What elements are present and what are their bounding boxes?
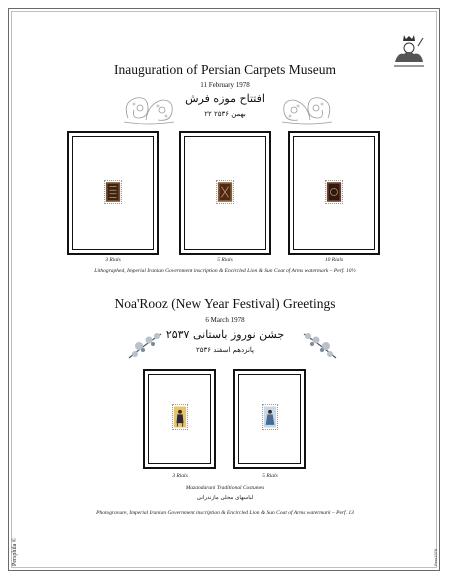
- paisley-ornament-right-icon: [278, 88, 338, 126]
- page-code: Pers1978: [433, 548, 438, 566]
- paisley-ornament-left-icon: [118, 88, 178, 126]
- stamp-caption: 3 Rials: [172, 473, 188, 479]
- section-2-title-persian: جشن نوروز باستانی ۲۵۳۷: [165, 328, 285, 341]
- stamp-caption: 5 Rials: [262, 473, 278, 479]
- section-1-note: Lithographed, Imperial Iranian Government inscription & Encircled Lion & Sun Coat of Arms watermark – Perf. 10½: [94, 268, 356, 274]
- stamp-caption: 3 Rials: [105, 257, 121, 263]
- stamp-mount-10-rials: [288, 131, 380, 255]
- stamp-mount-5-rials: [179, 131, 271, 255]
- costume-stamp-image-icon: [172, 404, 188, 430]
- costume-stamp-image-icon: [262, 404, 278, 430]
- section-2-note: Photogravure, Imperial Iranian Government inscription & Encircled Lion & Sun Coat of Arms watermark – Perf. 13: [96, 510, 354, 516]
- carpet-stamp-image-icon: [325, 180, 343, 204]
- section-2-date: 6 March 1978: [205, 316, 245, 324]
- stamp-mount-3-rials: [67, 131, 159, 255]
- stamp-caption: 5 Rials: [217, 257, 233, 263]
- section-2-title: Noa'Rooz (New Year Festival) Greetings: [114, 296, 336, 311]
- stamp-caption: 10 Rials: [324, 257, 344, 263]
- section-1-date: 11 February 1978: [200, 81, 250, 89]
- section-2-date-persian: پانزدهم اسفند ۲۵۳۶: [196, 346, 254, 354]
- publisher-mark: [9, 520, 19, 568]
- section-2-subtitle-persian: لباسهای محلی مازندرانی: [196, 495, 254, 501]
- section-1-date-persian: ۲۲ بهمن ۲۵۳۶: [204, 110, 246, 118]
- section-1-title-persian: افتتاح موزه فرش: [185, 92, 265, 105]
- carpet-stamp-image-icon: [104, 180, 122, 204]
- stamp-mount-costume-3-rials: [143, 369, 216, 469]
- carpet-stamp-image-icon: [216, 180, 234, 204]
- blossom-branch-right-icon: [298, 326, 340, 362]
- section-1-title: Inauguration of Persian Carpets Museum: [114, 62, 336, 77]
- section-2-subtitle: Mazandarani Traditional Costumes: [185, 485, 265, 491]
- page-code-mark: [431, 528, 439, 568]
- stamp-mount-costume-5-rials: [233, 369, 306, 469]
- blossom-branch-left-icon: [125, 326, 167, 362]
- publisher-name: Persphila ©: [12, 537, 18, 566]
